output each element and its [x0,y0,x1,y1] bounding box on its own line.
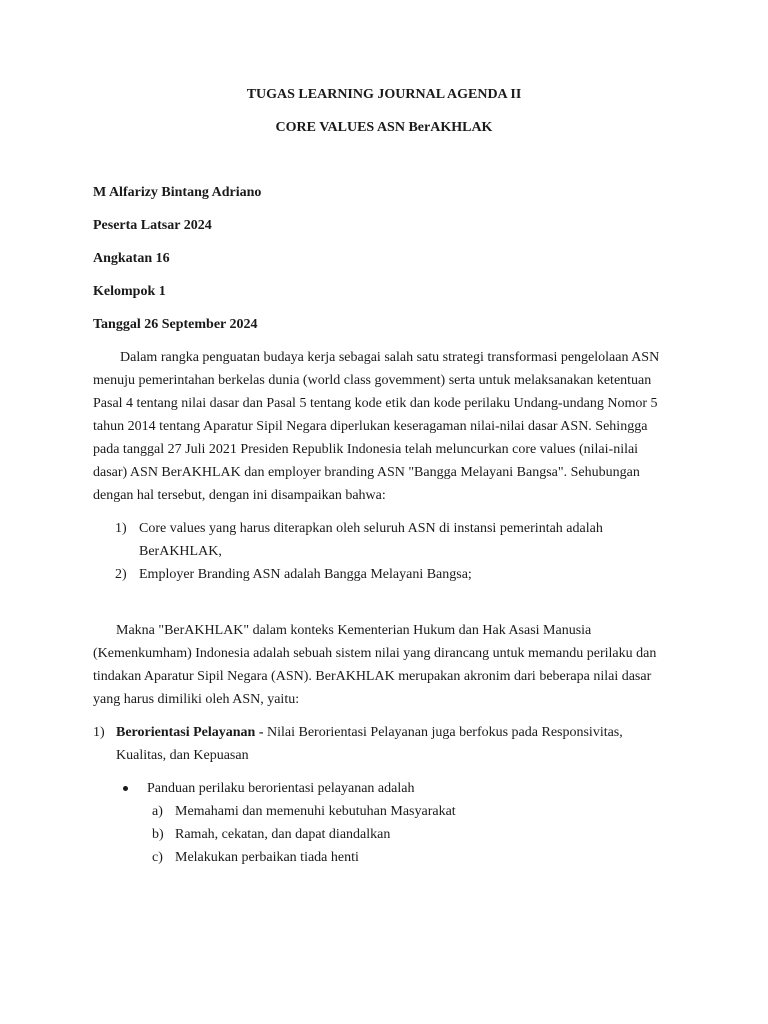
participant-label: Peserta Latsar 2024 [93,218,212,233]
intro-paragraph: Dalam rangka penguatan budaya kerja sebagai salah satu strategi transformasi pengelolaan ASN menuju pemerintahan berkelas dunia (world class govemment) serta untuk melaksanakan ketentuan Pasal 4 tentang nilai dasar dan Pasal 5 tentang kode etik dan kode perilaku Undang-undang Nomor 5 tahun 2014 tentang Aparatur Sipil Negara diperlukan keseragaman nilai-nilai dasar ASN. Sehingga pada tanggal 27 Juli 2021 Presiden Republik Indonesia telah meluncurkan core values (nilai-nilai dasar) ASN BerAKHLAK dan employer branding ASN "Bangga Melayani Bangsa". Sehubungan dengan hal tersebut, dengan ini disampaikan bahwa: [93,350,660,503]
list-marker: 1) [93,725,105,740]
meaning-paragraph: Makna "BerAKHLAK" dalam konteks Kementerian Hukum dan Hak Asasi Manusia (Kemenkumham) Indonesia adalah sebuah sistem nilai yang dirancang untuk memandu perilaku dan tindakan Aparatur Sipil Negara (ASN). BerAKHLAK merupakan akronim dari beberapa nilai dasar yang harus dimiliki oleh ASN, yaitu: [93,623,657,707]
list-item [93,563,673,586]
value-description: Nilai Berorientasi Pelayanan juga berfokus pada Responsivitas, Kualitas, dan Kepuasan [116,725,623,763]
sub-item [120,823,660,846]
list-item [93,517,673,563]
sub-item [120,800,660,823]
document-subtitle: CORE VALUES ASN BerAKHLAK [275,120,493,135]
bullet-icon [123,786,128,791]
sub-item [120,846,660,869]
bullet-item [120,777,660,800]
sub-item-text: Ramah, cekatan, dan dapat diandalkan [175,827,391,842]
list-marker: 2) [115,567,127,582]
group-label: Kelompok 1 [93,284,166,299]
list-marker: 1) [115,521,127,536]
document-title: TUGAS LEARNING JOURNAL AGENDA II [246,87,522,102]
bullet-text: Panduan perilaku berorientasi pelayanan adalah [147,781,415,796]
value-term: Berorientasi Pelayanan - [116,725,264,740]
sub-item-marker: c) [152,850,163,865]
behavior-guide [120,777,660,869]
sub-item-text: Memahami dan memenuhi kebutuhan Masyarakat [175,804,456,819]
value-item [93,721,673,767]
sub-item-text: Melakukan perbaikan tiada henti [175,850,359,865]
sub-item-marker: a) [152,804,163,819]
list-item-text: Core values yang harus diterapkan oleh seluruh ASN di instansi pemerintah adalah BerAKHLAK, [139,521,603,559]
sub-item-marker: b) [152,827,164,842]
sub-item-list [120,800,660,869]
values-list [93,721,673,767]
batch-label: Angkatan 16 [93,251,170,266]
list-item-text: Employer Branding ASN adalah Bangga Melayani Bangsa; [139,567,472,582]
date-label: Tanggal 26 September 2024 [93,317,258,332]
intro-list [93,517,673,586]
author-name: M Alfarizy Bintang Adriano [93,185,262,200]
